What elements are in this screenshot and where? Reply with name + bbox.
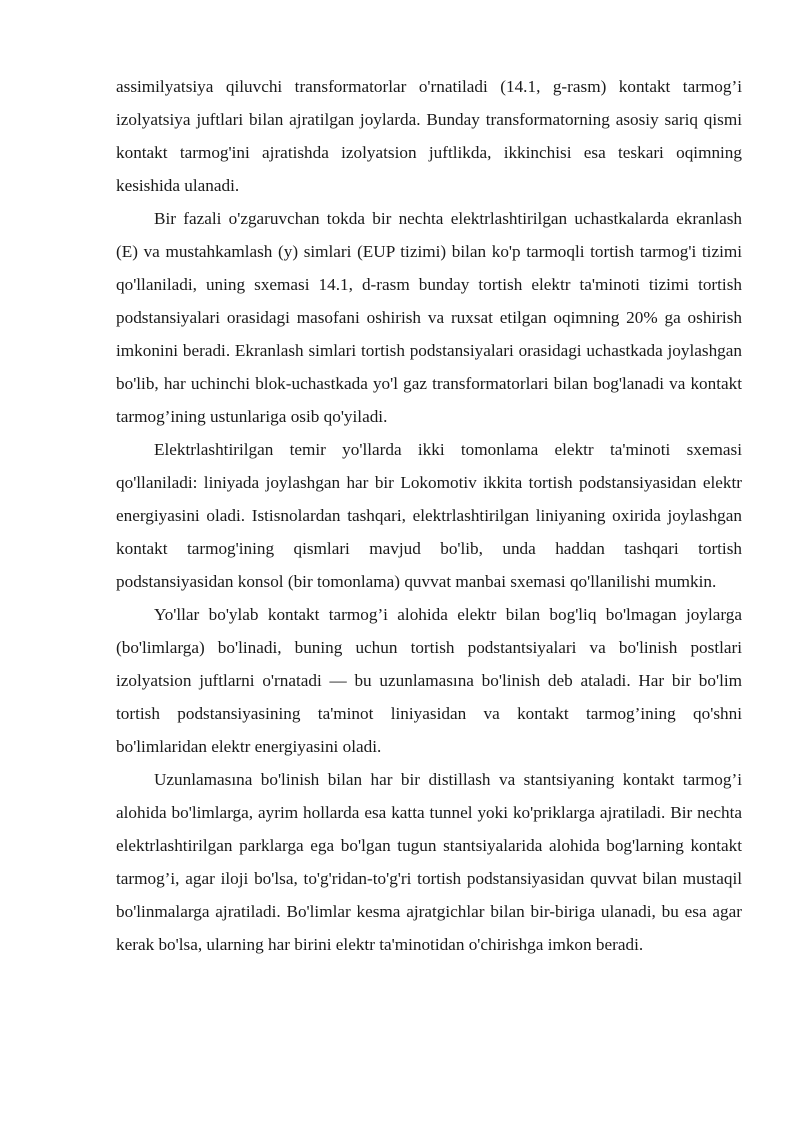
paragraph: Yo'llar bo'ylab kontakt tarmog’i alohida elektr bilan bog'liq bo'lmagan joylarga (bo'limlarga) bo'linadi, buning uchun tortish podstantsiyalari va bo'linish postlari izolyatsion juftlarni o'rnatadi — bu uzunlamasına bo'linish deb ataladi. Har bir bo'lim tortish podstansiyasining ta'minot liniyasidan va kontakt tarmog’ining qo'shni bo'limlaridan elektr energiyasini oladi.: [116, 605, 742, 756]
paragraph: Uzunlamasına bo'linish bilan har bir distillash va stantsiyaning kontakt tarmog’i alohida bo'limlarga, ayrim hollarda esa katta tunnel yoki ko'priklarga ajratiladi. Bir nechta elektrlashtirilgan parklarga ega bo'lgan tugun stantsiyalarida alohida bog'larning kontakt tarmog’i, agar iloji bo'lsa, to'g'ridan-to'g'ri tortish podstansiyasidan quvvat bilan mustaqil bo'linmalarga ajratiladi. Bo'limlar kesma ajratgichlar bilan bir-biriga ulanadi, bu esa agar kerak bo'lsa, ularning har birini elektr ta'minotidan o'chirishga imkon beradi.: [116, 770, 742, 954]
paragraph-continuation: assimilyatsiya qiluvchi transformatorlar o'rnatiladi (14.1, g-rasm) kontakt tarmog’i izolyatsiya juftlari bilan ajratilgan joylarda. Bunday transformatorning asosiy sariq qismi kontakt tarmog'ini ajratishda izolyatsion juftlikda, ikkinchisi esa teskari oqimning kesishida ulanadi.: [116, 77, 742, 195]
paragraph: Bir fazali o'zgaruvchan tokda bir nechta elektrlashtirilgan uchastkalarda ekranlash (E) va mustahkamlash (y) simlari (EUP tizimi) bilan ko'p tarmoqli tortish tarmog'i tizimi qo'llaniladi, uning sxemasi 14.1, d-rasm bunday tortish elektr ta'minoti tizimi tortish podstansiyalari orasidagi masofani oshirish va ruxsat etilgan oqimning 20% ga oshirish imkonini beradi. Ekranlash simlari tortish podstansiyalari orasidagi uchastkada joylashgan bo'lib, har uchinchi blok-uchastkada yo'l gaz transformatorlari bilan bog'lanadi va kontakt tarmog’ining ustunlariga osib qo'yiladi.: [116, 209, 742, 426]
document-body: [116, 70, 742, 961]
paragraph: Elektrlashtirilgan temir yo'llarda ikki tomonlama elektr ta'minoti sxemasi qo'llaniladi: liniyada joylashgan har bir Lokomotiv ikkita tortish podstansiyasidan elektr energiyasini oladi. Istisnolardan tashqari, elektrlashtirilgan liniyaning oxirida joylashgan kontakt tarmog'ining qismlari mavjud bo'lib, unda haddan tashqari tortish podstansiyasidan konsol (bir tomonlama) quvvat manbai sxemasi qo'llanilishi mumkin.: [116, 440, 742, 591]
